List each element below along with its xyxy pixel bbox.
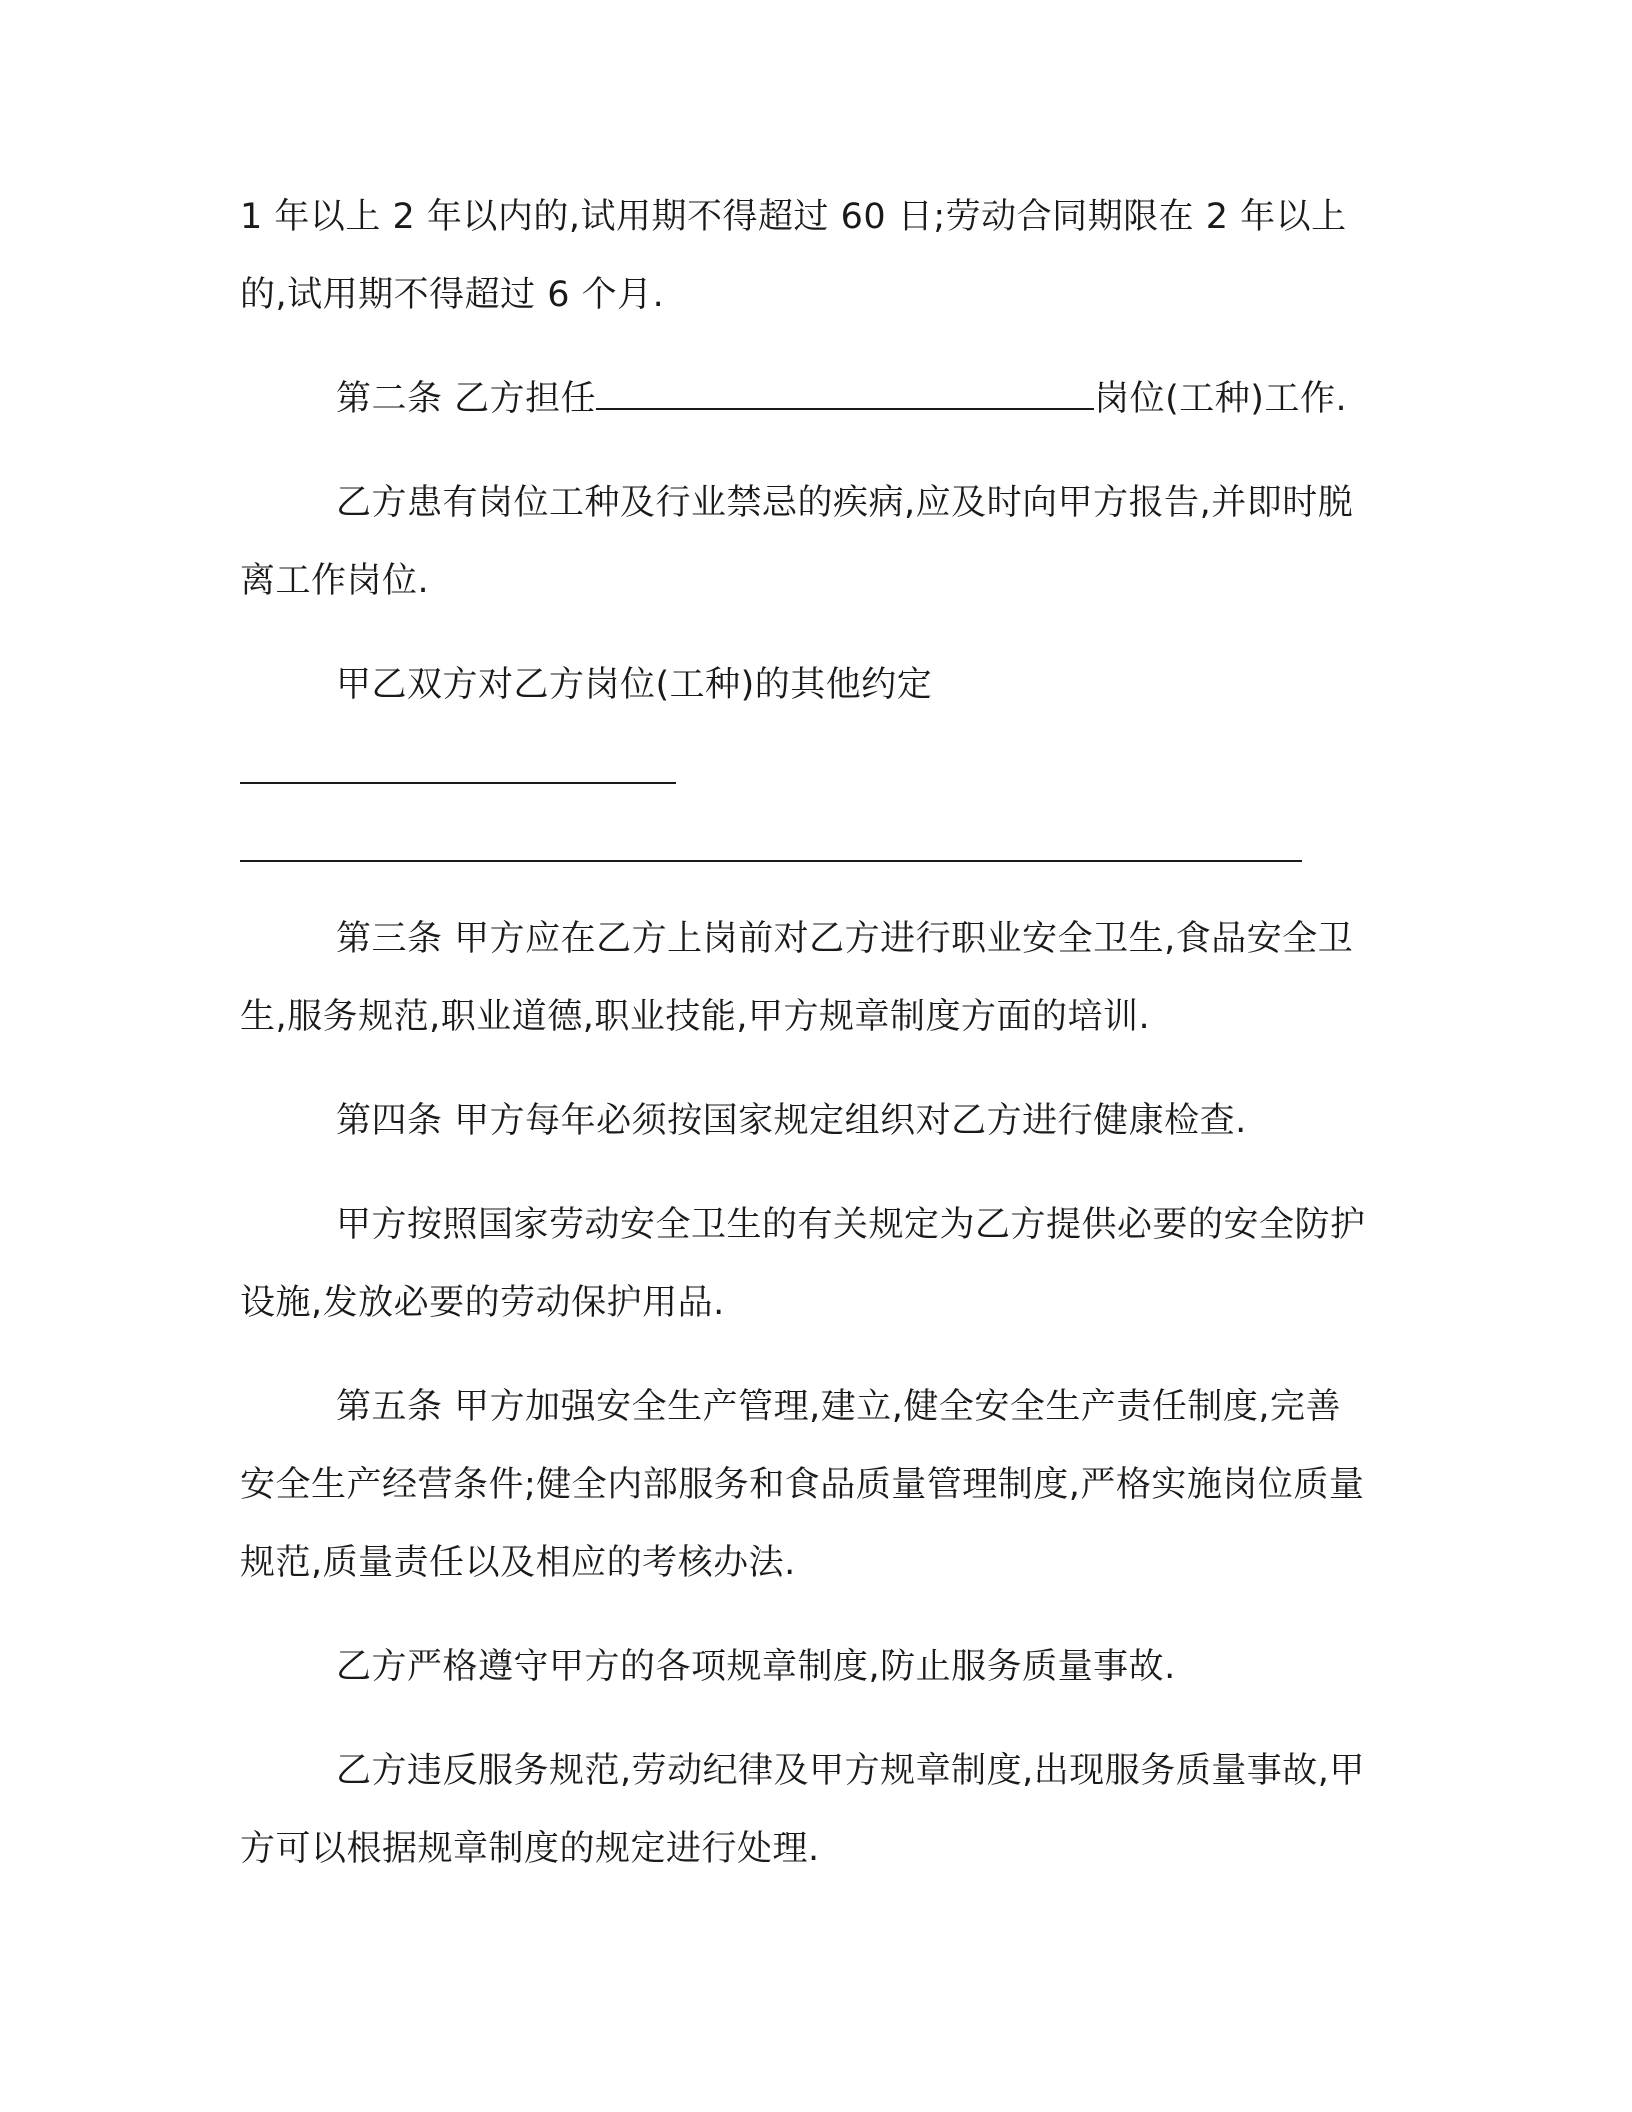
article-2-position [336,360,1347,438]
blank-line-long[interactable] [240,860,1302,862]
paragraph-occupational-disease: 乙方患有岗位工种及行业禁忌的疾病,应及时向甲方报告,并即时脱离工作岗位. [240,483,1354,601]
article-2-suffix: 岗位(工种)工作. [1094,379,1348,419]
paragraph-probation-line-1: 1 年以上 2 年以内的,试用期不得超过 60 日;劳动合同期限在 2 年以上 [240,197,1347,237]
paragraph-other-agreements: 甲乙双方对乙方岗位(工种)的其他约定 [336,665,933,705]
paragraph-violation-handling: 乙方违反服务规范,劳动纪律及甲方规章制度,出现服务质量事故,甲方可以根据规章制度的规定进行处理. [240,1751,1365,1869]
article-4-health-check: 第四条 甲方每年必须按国家规定组织对乙方进行健康检查. [336,1101,1247,1141]
paragraph-comply-rules: 乙方严格遵守甲方的各项规章制度,防止服务质量事故. [336,1647,1176,1687]
article-2-prefix: 第二条 乙方担任 [336,379,597,419]
paragraph-probation-line-2: 的,试用期不得超过 6 个月. [240,275,665,315]
paragraph-safety-equipment: 甲方按照国家劳动安全卫生的有关规定为乙方提供必要的安全防护设施,发放必要的劳动保护用品. [240,1205,1366,1323]
article-3-training: 第三条 甲方应在乙方上岗前对乙方进行职业安全卫生,食品安全卫生,服务规范,职业道德,职业技能,甲方规章制度方面的培训. [240,919,1354,1037]
position-blank-field[interactable] [596,378,1094,410]
article-5-safety-management: 第五条 甲方加强安全生产管理,建立,健全安全生产责任制度,完善安全生产经营条件;健全内部服务和食品质量管理制度,严格实施岗位质量规范,质量责任以及相应的考核办法. [240,1387,1365,1583]
blank-line-short[interactable] [240,782,676,784]
